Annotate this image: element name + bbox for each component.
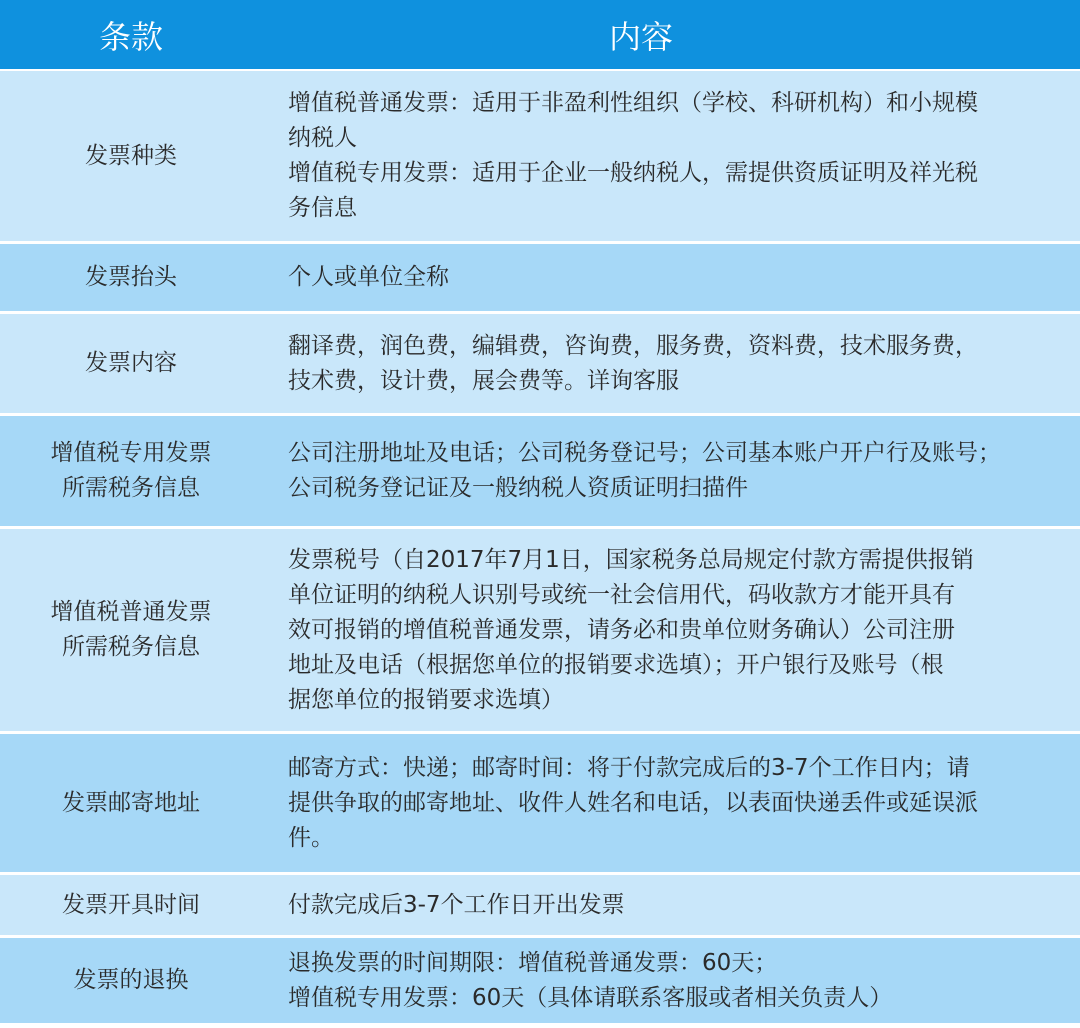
row-term: 增值税专用发票 所需税务信息 xyxy=(50,440,212,501)
content-line: 地址及电话（根据您单位的报销要求选填）；开户银行及账号（根 xyxy=(288,651,944,678)
row-term: 发票开具时间 xyxy=(62,891,200,918)
content-line: 邮寄方式：快递；邮寄时间：将于付款完成后的3-7个工作日内；请 xyxy=(288,754,970,781)
content-line: 务信息 xyxy=(288,195,357,221)
table-header xyxy=(0,0,1080,71)
content-line: 据您单位的报销要求选填） xyxy=(288,686,564,713)
table-row-mailing-address xyxy=(0,734,1080,875)
row-content xyxy=(262,888,1048,923)
term-column-header: 条款 xyxy=(98,17,163,56)
content-line: 付款完成后3-7个工作日开出发票 xyxy=(288,891,625,918)
row-content xyxy=(262,260,1048,295)
content-column-header: 内容 xyxy=(608,17,673,56)
row-term: 发票的退换 xyxy=(73,967,189,993)
table-row-vat-general-tax-info xyxy=(0,529,1080,734)
table-row-invoice-type xyxy=(0,71,1080,244)
table-row-invoice-title xyxy=(0,244,1080,314)
table-row-vat-special-tax-info xyxy=(0,416,1080,529)
content-line: 增值税专用发票：60天（具体请联系客服或者相关负责人） xyxy=(288,984,893,1011)
row-content xyxy=(262,329,1048,399)
table-row-invoice-content xyxy=(0,314,1080,416)
row-term: 发票内容 xyxy=(85,350,177,376)
content-line: 个人或单位全称 xyxy=(288,264,449,290)
row-content xyxy=(262,543,1048,718)
content-line: 增值税普通发票：适用于非盈利性组织（学校、科研机构）和小规模 xyxy=(288,90,978,116)
content-line: 公司税务登记证及一般纳税人资质证明扫描件 xyxy=(288,475,748,501)
row-content xyxy=(262,946,1048,1016)
content-line: 增值税专用发票：适用于企业一般纳税人，需提供资质证明及祥光税 xyxy=(288,160,978,186)
table-row-issue-time xyxy=(0,875,1080,938)
content-line: 单位证明的纳税人识别号或统一社会信用代，码收款方才能开具有 xyxy=(288,581,955,608)
row-term: 发票种类 xyxy=(85,142,177,169)
row-content xyxy=(262,86,1048,226)
content-line: 提供争取的邮寄地址、收件人姓名和电话，以表面快递丢件或延误派 xyxy=(288,789,978,816)
row-content xyxy=(262,436,1048,506)
content-line: 翻译费，润色费，编辑费，咨询费，服务费，资料费，技术服务费， xyxy=(288,332,978,359)
content-line: 纳税人 xyxy=(288,125,357,151)
row-term: 发票抬头 xyxy=(85,264,177,290)
content-line: 技术费，设计费，展会费等。详询客服 xyxy=(288,367,679,394)
row-term: 增值税普通发票 所需税务信息 xyxy=(50,599,212,660)
row-term: 发票邮寄地址 xyxy=(62,789,200,816)
table-row-invoice-return xyxy=(0,938,1080,1026)
row-content xyxy=(262,751,1048,856)
content-line: 效可报销的增值税普通发票，请务必和贵单位财务确认）公司注册 xyxy=(288,616,955,643)
content-line: 发票税号（自2017年7月1日，国家税务总局规定付款方需提供报销 xyxy=(288,546,974,573)
content-line: 件。 xyxy=(288,824,334,851)
content-line: 公司注册地址及电话；公司税务登记号；公司基本账户开户行及账号； xyxy=(288,440,1001,466)
content-line: 退换发票的时间期限：增值税普通发票：60天； xyxy=(288,949,778,976)
